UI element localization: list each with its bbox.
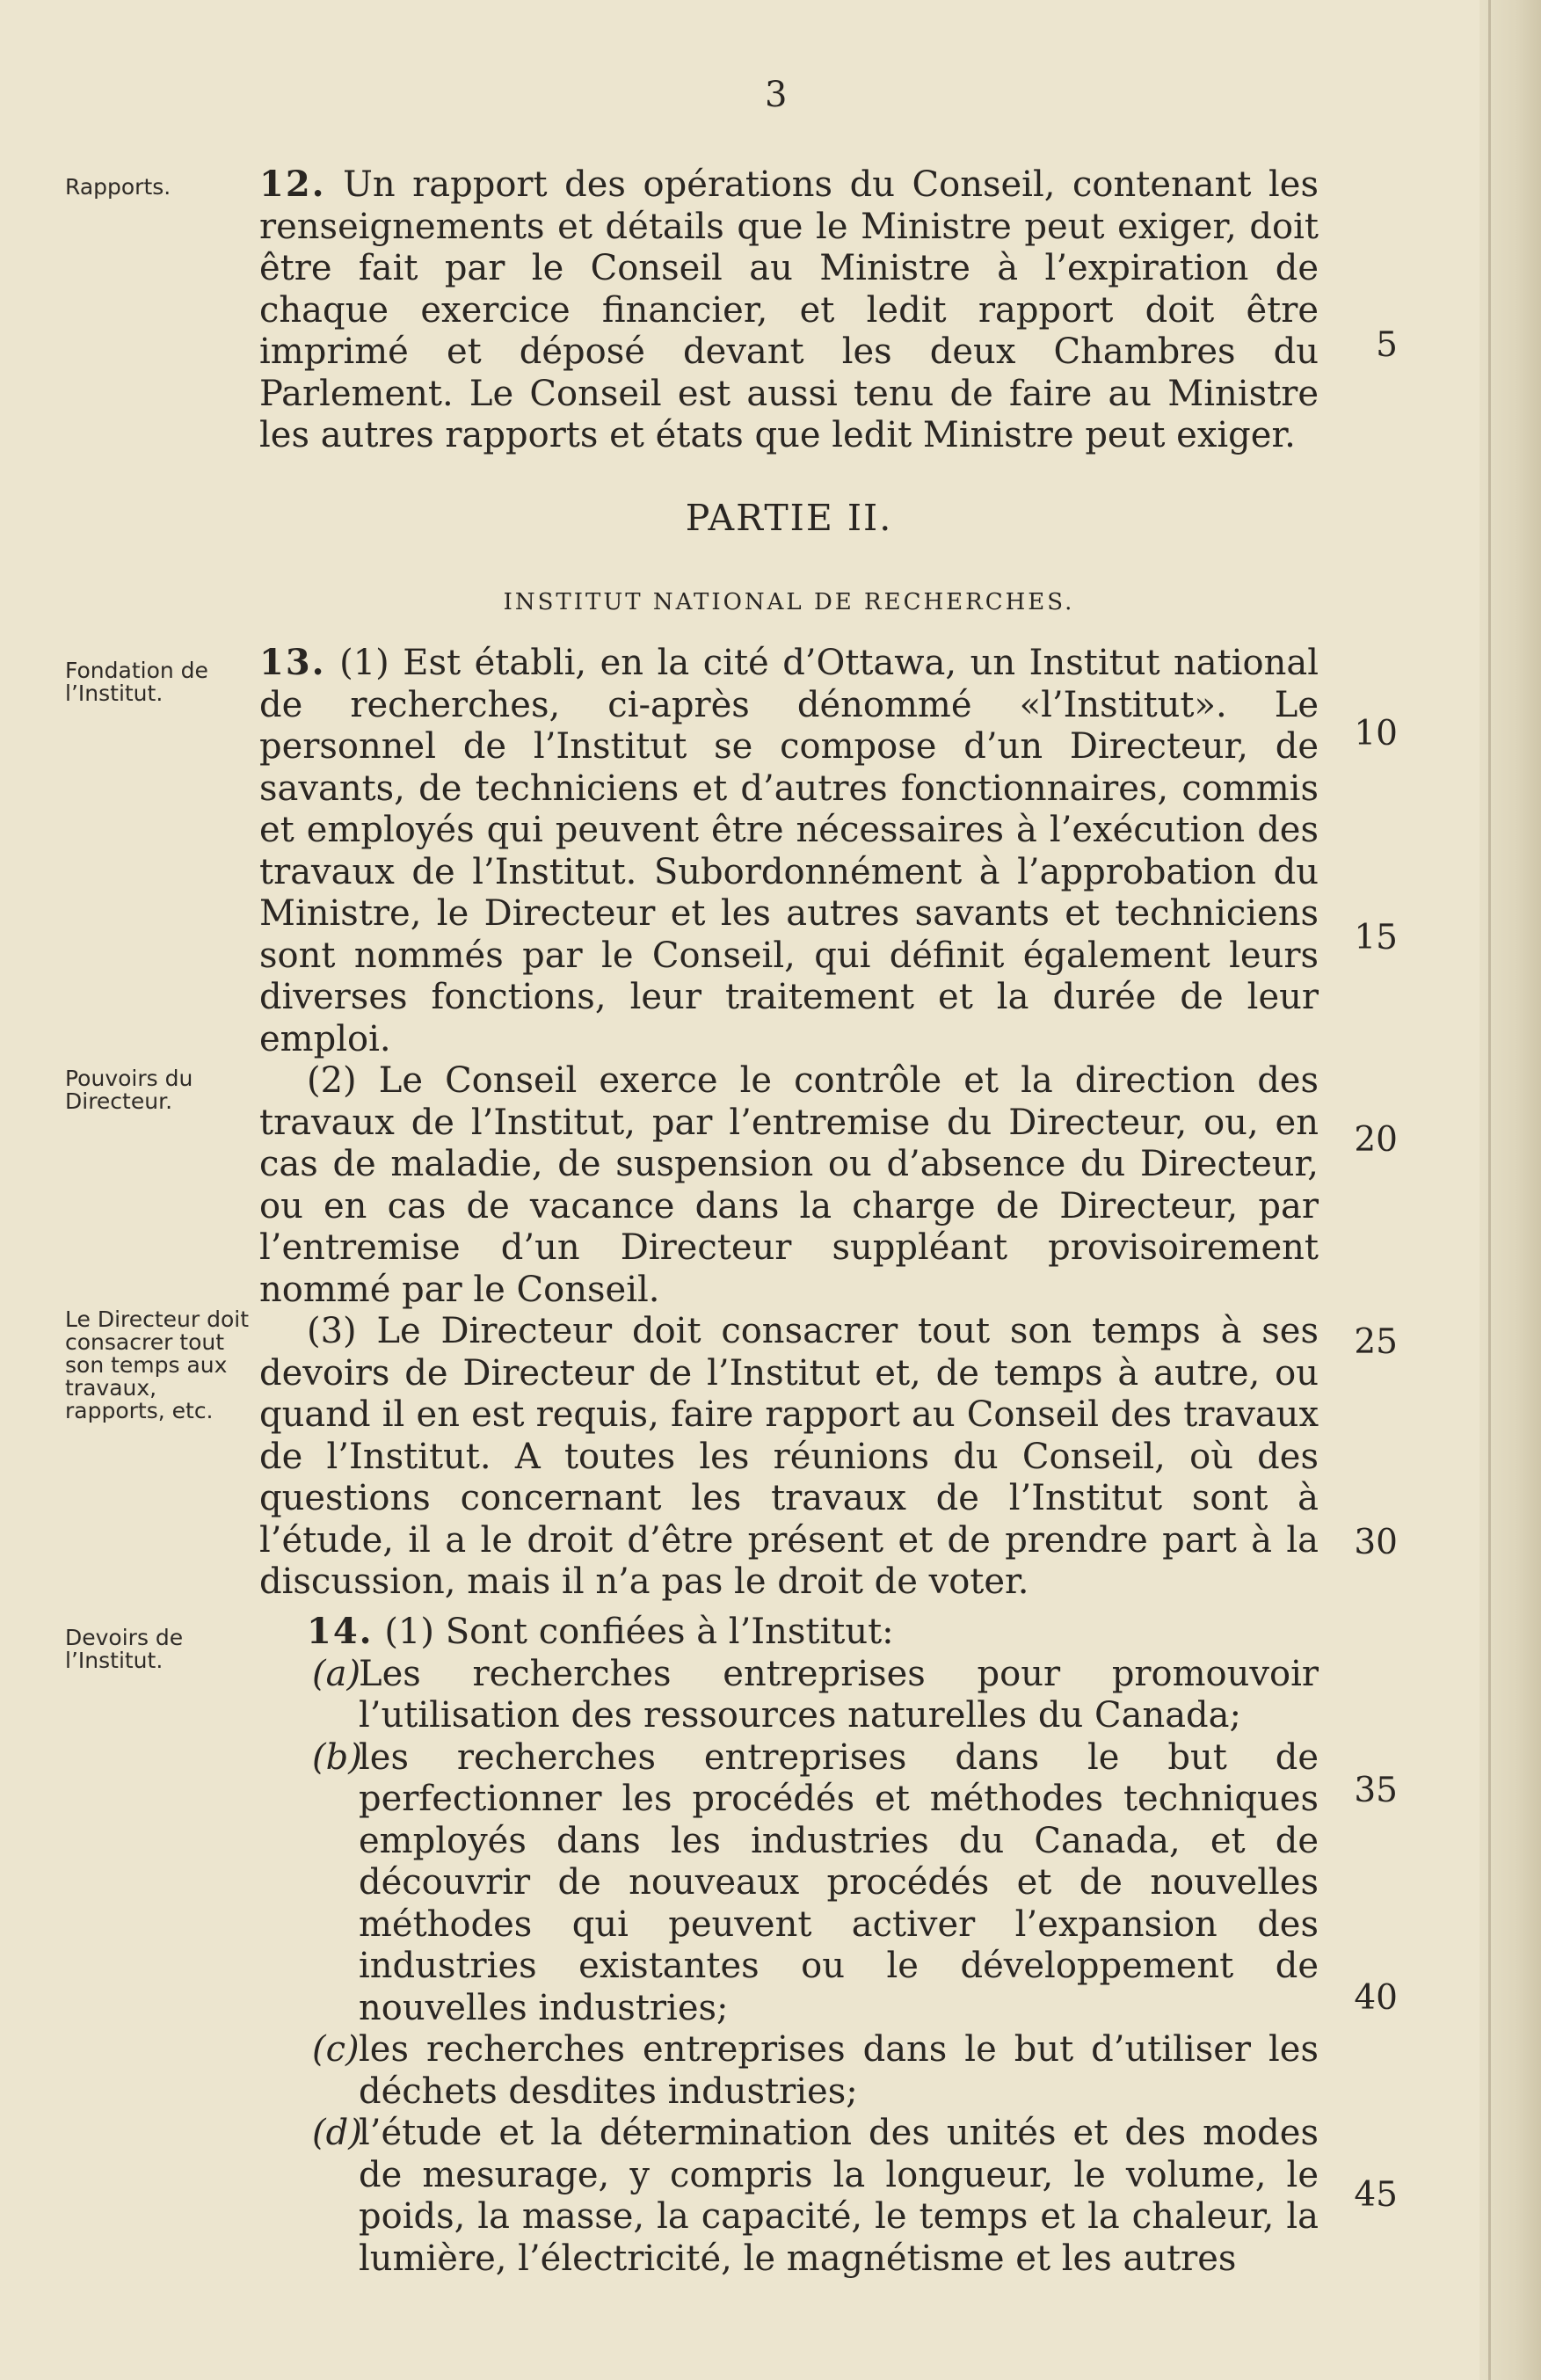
section-13-paragraph-3: (3) Le Directeur doit consacrer tout son temps à ses devoirs de Directeur de l’Institut et, de temps à autre, ou quand il en est requis, faire rapport au Conseil des travaux de l’Institut. A toutes les réunions du Conseil, où des questions concernant les travaux de l’Institut sont à l’étude, il a le droit d’être présent et de prendre part à la discussion, mais il n’a pas le droit de voter.	[259, 1311, 1319, 1602]
line-number: 25	[1354, 1322, 1398, 1362]
line-number: 35	[1354, 1771, 1398, 1810]
line-number: 40	[1354, 1978, 1398, 2018]
list-item-text: Les recherches entreprises pour promouvoir l’utilisation des ressources naturelles du Canada;	[359, 1653, 1319, 1736]
line-number: 10	[1354, 714, 1398, 753]
list-item-text: les recherches entreprises dans le but de perfectionner les procédés et méthodes techniques employés dans les industries du Canada, et de découvrir de nouveaux procédés et de nouvelles méthodes qui peuvent activer l’expansion des industries existantes ou le développement de nouvelles industries;	[359, 1736, 1319, 2028]
list-item	[259, 1654, 1319, 1737]
section-14-intro-text: (1) Sont confiées à l’Institut:	[384, 1612, 894, 1652]
line-number: 5	[1376, 325, 1398, 365]
section-13-text-1: (1) Est établi, en la cité d’Ottawa, un Institut national de recherches, ci-après dénommé «l’Institut». Le personnel de l’Institut se compose d’un Directeur, de savants, de techniciens et d’autres fonctionnaires, commis et employés qui peuvent être nécessaires à l’exécution des travaux de l’Institut. Subordonnément à l’approbation du Ministre, le Directeur et les autres savants et techniciens sont nommés par le Conseil, qui définit également leurs diverses fonctions, leur traitement et la durée de leur emploi.	[259, 643, 1319, 1059]
section-13-number: 13.	[259, 642, 326, 683]
list-item	[259, 1737, 1319, 2030]
line-number: 30	[1354, 1523, 1398, 1562]
section-12	[259, 164, 1319, 457]
section-12-paragraph	[259, 164, 1319, 457]
list-item-label: (d)	[312, 2113, 362, 2153]
margin-note-rapports: Rapports.	[65, 174, 171, 200]
section-13-paragraph-1	[259, 642, 1319, 1060]
list-item-text: l’étude et la détermination des unités et des modes de mesurage, y compris la longueur, le volume, le poids, la masse, la capacité, le temps et la chaleur, la lumière, l’électricité, le magnétisme et les autres	[359, 2113, 1319, 2279]
line-number: 45	[1354, 2175, 1398, 2215]
section-13-paragraph-2: (2) Le Conseil exerce le contrôle et la direction des travaux de l’Institut, par l’entremise du Directeur, ou, en cas de maladie, de suspension ou d’absence du Directeur, ou en cas de vacance dans la charge de Directeur, par l’entremise d’un Directeur suppléant provisoirement nommé par le Conseil.	[259, 1060, 1319, 1310]
margin-note-pouvoirs: Pouvoirs du Directeur.	[65, 1066, 193, 1114]
page-number: 3	[765, 75, 788, 115]
section-13	[259, 642, 1319, 1604]
part-title: PARTIE II.	[685, 497, 893, 539]
part-subtitle: INSTITUT NATIONAL DE RECHERCHES.	[503, 589, 1075, 615]
margin-note-consacrer: Le Directeur doit consacrer tout son temps aux travaux, rapports, etc.	[65, 1306, 250, 1423]
section-12-number: 12.	[259, 164, 326, 205]
list-item	[259, 2029, 1319, 2113]
section-14-number: 14.	[307, 1611, 374, 1652]
list-item-label: (a)	[312, 1653, 361, 1694]
page-edge	[1479, 0, 1541, 2380]
page-crease	[1488, 0, 1491, 2380]
section-14-intro	[259, 1611, 1319, 1654]
margin-note-fondation: Fondation de l’Institut.	[65, 658, 208, 706]
list-item-label: (c)	[312, 2029, 360, 2070]
list-item-text: les recherches entreprises dans le but d’utiliser les déchets desdites industries;	[359, 2029, 1319, 2112]
line-number: 20	[1354, 1120, 1398, 1160]
list-item-label: (b)	[312, 1736, 362, 1778]
margin-note-devoirs: Devoirs de l’Institut.	[65, 1625, 184, 1673]
list-item	[259, 2113, 1319, 2280]
section-14	[259, 1611, 1319, 2280]
line-number: 15	[1354, 918, 1398, 957]
section-12-text: Un rapport des opérations du Conseil, contenant les renseignements et détails que le Ministre peut exiger, doit être fait par le Conseil au Ministre à l’expiration de chaque exercice financier, et ledit rapport doit être imprimé et déposé devant les deux Chambres du Parlement. Le Conseil est aussi tenu de faire au Ministre les autres rapports et états que ledit Ministre peut exiger.	[259, 164, 1319, 455]
section-14-list	[259, 1654, 1319, 2281]
